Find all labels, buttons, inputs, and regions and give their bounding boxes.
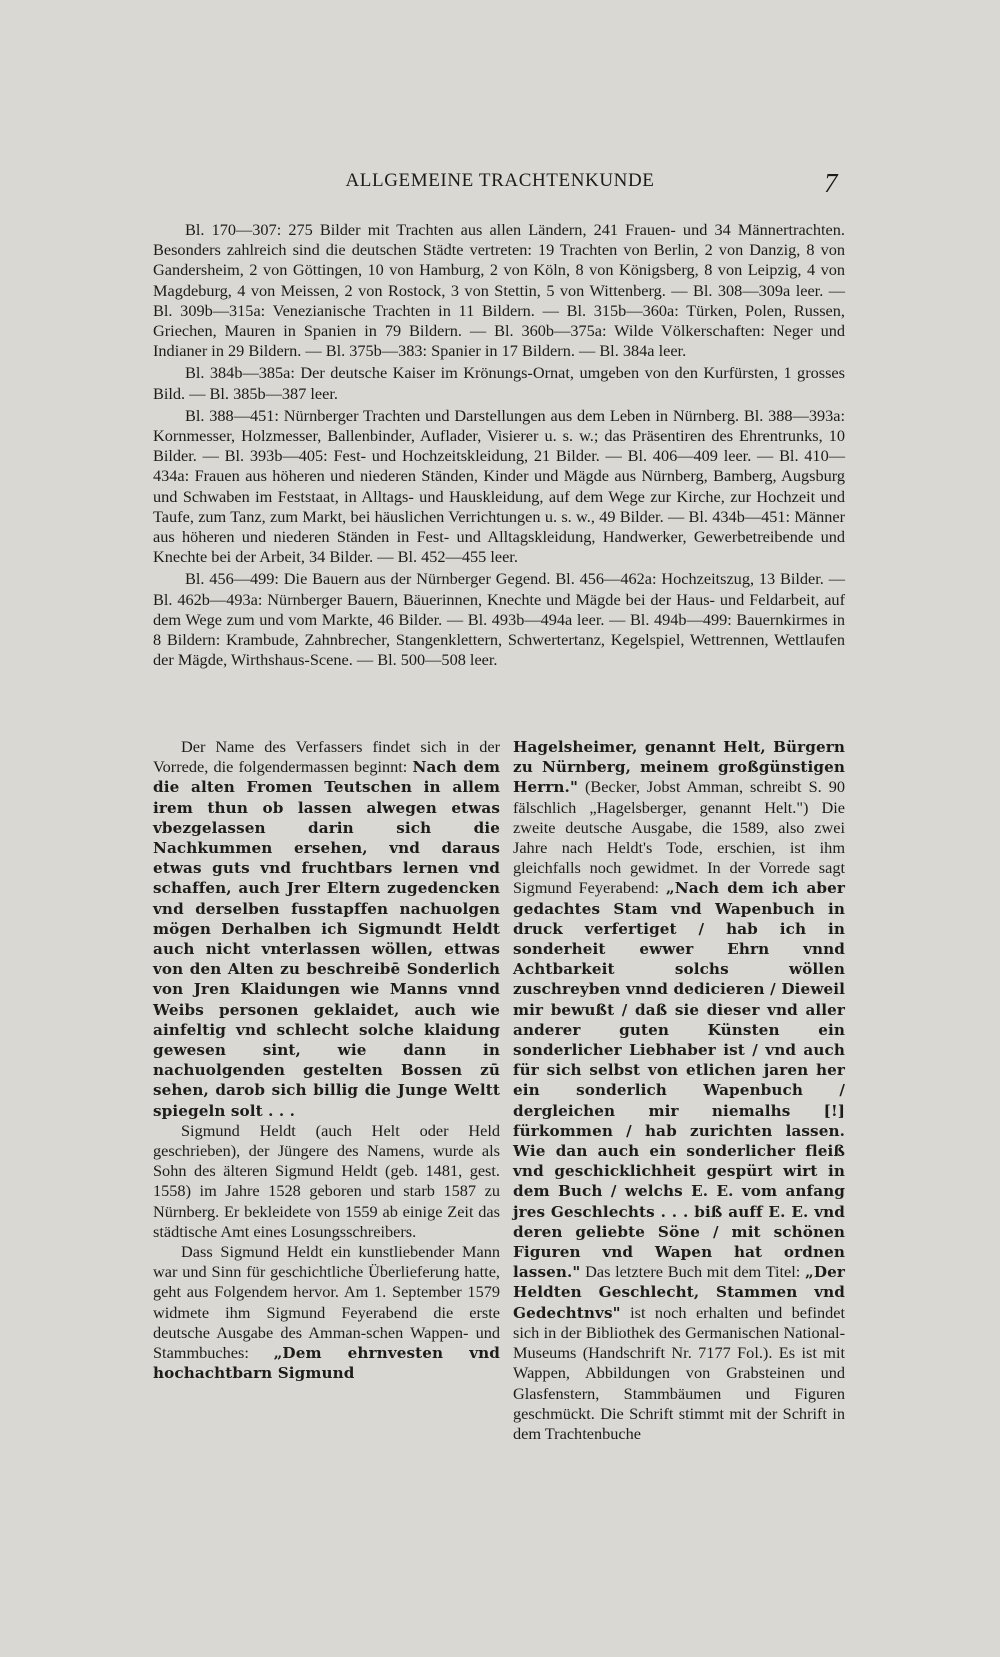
- catalog-paragraph-4: Bl. 456—499: Die Bauern aus der Nürnberger Gegend. Bl. 456—462a: Hochzeitszug, 13 Bilder. — Bl. 462b—493a: Nürnberger Bauern, Bäuerinnen, Knechte und Mägde bei der Haus- und Feldarbeit, auf dem Wege zum und vom Markte, 46 Bilder. — Bl. 493b—494a leer. — Bl. 494b—499: Bauernkirmes in 8 Bildern: Krambude, Zahnbrecher, Stangenklettern, Schwertertanz, Kegelspiel, Wettrennen, Wettlaufen der Mägde, Wirthshaus-Scene. — Bl. 500—508 leer.: [153, 569, 845, 670]
- dedication-paragraph: [153, 1242, 500, 1383]
- catalog-section: [153, 220, 845, 672]
- preface-intro: Der Name des Verfassers findet sich in der Vorrede, die folgendermassen beginnt:: [153, 737, 500, 777]
- left-column: [153, 737, 500, 1384]
- running-title: ALLGEMEINE TRACHTENKUNDE: [345, 170, 655, 191]
- book-title-quote: „Der Heldten Geschlecht, Stammen vnd Gedechtnvs": [513, 1263, 845, 1322]
- dedication-quote-continued: Hagelsheimer, genannt Helt, Bürgern zu Nürnberg, meinem großgünstigen Herrn.": [513, 738, 845, 797]
- right-column: [513, 737, 845, 1444]
- book-title-intro: Das letztere Buch mit dem Titel:: [580, 1262, 806, 1282]
- catalog-paragraph-3: Bl. 388—451: Nürnberger Trachten und Darstellungen aus dem Leben in Nürnberg. Bl. 388—393a: Kornmesser, Holzmesser, Ballenbinder, Auflader, Visierer u. s. w.; das Präsentiren des Ehrentrunks, 10 Bilder. — Bl. 393b—405: Fest- und Hochzeitskleidung, 21 Bilder. — Bl. 406—409 leer. — Bl. 410—434a: Frauen aus höheren und niederen Ständen, Kinder und Mägde aus Nürnberg, Bamberg, Augsburg und Schwaben im Feststaat, in Alltags- und Hauskleidung, auf dem Wege zur Kirche, zur Hochzeit und Taufe, zum Tanz, zum Markt, bei häuslichen Verrichtungen u. s. w., 49 Bilder. — Bl. 434b—451: Männer aus höheren und niederen Ständen in Fest- und Alltagskleidung, Handwerker, Gewerbetreibende und Knechte bei der Arbeit, 34 Bilder. — Bl. 452—455 leer.: [153, 405, 845, 567]
- becker-note: (Becker, Jobst Amman, schreibt S. 90 fälschlich „Hagelsberger, genannt Helt.") Die zweite deutsche Ausgabe, die 1589, also zwei Jahre nach Heldt's Tode, erschien, ist ihm gleichfalls noch gewidmet. In der Vorrede sagt Sigmund Feyerabend:: [513, 777, 845, 898]
- continuation-paragraph: [513, 737, 845, 1444]
- preface-quote: Nach dem die alten Fromen Teutschen in allem irem thun ob lassen alwegen etwas vbezgelassen darin sich die Nachkummen ersehen, vnd daraus etwas guts vnd fruchtbars lernen vnd schaffen, auch Jrer Eltern zugedencken vnd derselben fusstapffen nachuolgen mögen Derhalben ich Sigmundt Heldt auch nicht vnterlassen wöllen, ettwas von den Alten zu beschreibē Sonderlich von Jren Klaidungen wie Manns vnnd Weibs personen geklaidet, auch wie ainfeltig vnd schlecht solche klaidung gewesen sint, wie dann in nachuolgenden gestelten Bossen zū sehen, darob sich billig die Junge Weltt spiegeln solt . . .: [153, 758, 500, 1120]
- dedication-text: Dass Sigmund Heldt ein kunstliebender Mann war und Sinn für geschichtliche Überlieferung hatte, geht aus Folgendem hervor. Am 1. September 1579 widmete ihm Sigmund Feyerabend die erste deutsche Ausgabe des Amman-schen Wappen- und Stammbuches:: [153, 1242, 500, 1363]
- page-number: 7: [824, 168, 838, 198]
- feyerabend-quote: „Nach dem ich aber gedachtes Stam vnd Wapenbuch in druck verfertiget / hab ich in sonderheit ewwer Ehrn vnnd Achtbarkeit solchs wöllen zuschreyben vnnd dedicieren / Dieweil mir bewußt / daß sie dieser vnd aller anderer guten Künsten ein sonderlicher Liebhaber ist / vnd auch für sich selbst von etlichen jaren her ein sonderlich Wapenbuch / dergleichen mir niemalhs [!] fürkommen / hab zurichten lassen. Wie dan auch ein sonderlicher fleiß vnd geschicklichheit gespürt wirt in dem Buch / welchs E. E. vom anfang jres Geschlechts . . . biß auff E. E. vnd deren geliebte Söne / mit schönen Figuren vnd Wapen hat ordnen lassen.": [513, 879, 845, 1282]
- catalog-paragraph-1: Bl. 170—307: 275 Bilder mit Trachten aus allen Ländern, 241 Frauen- und 34 Männertrachten. Besonders zahlreich sind die deutschen Städte vertreten: 19 Trachten von Berlin, 2 von Danzig, 8 von Gandersheim, 2 von Göttingen, 10 von Hamburg, 2 von Köln, 8 von Königsberg, 8 von Leipzig, 4 von Magdeburg, 4 von Meissen, 2 von Rostock, 3 von Stettin, 5 von Wittenberg. — Bl. 308—309a leer. — Bl. 309b—315a: Venezianische Trachten in 11 Bildern. — Bl. 315b—360a: Türken, Polen, Russen, Griechen, Mauren in Spanien in 79 Bildern. — Bl. 360b—375a: Wilde Völkerschaften: Neger und Indianer in 29 Bildern. — Bl. 375b—383: Spanier in 17 Bildern. — Bl. 384a leer.: [153, 220, 845, 361]
- preface-paragraph: [153, 737, 500, 1121]
- manuscript-note: ist noch erhalten und befindet sich in der Bibliothek des Germanischen National-Museums (Handschrift Nr. 7177 Fol.). Es ist mit Wappen, Abbildungen von Grabsteinen und Glasfenstern, Stammbäumen und Figuren geschmückt. Die Schrift stimmt mit der Schrift in dem Trachtenbuche: [513, 1302, 845, 1443]
- dedication-quote: „Dem ehrnvesten vnd hochachtbarn Sigmund: [153, 1344, 501, 1383]
- biography-paragraph: Sigmund Heldt (auch Helt oder Held geschrieben), der Jüngere des Namens, wurde als Sohn des älteren Sigmund Heldt (geb. 1481, gest. 1558) im Jahre 1528 geboren und starb 1587 zu Nürnberg. Er bekleidete von 1559 ab einige Zeit das städtische Amt eines Losungsschreibers.: [153, 1120, 500, 1241]
- catalog-paragraph-2: Bl. 384b—385a: Der deutsche Kaiser im Krönungs-Ornat, umgeben von den Kurfürsten, 1 grosses Bild. — Bl. 385b—387 leer.: [153, 363, 845, 403]
